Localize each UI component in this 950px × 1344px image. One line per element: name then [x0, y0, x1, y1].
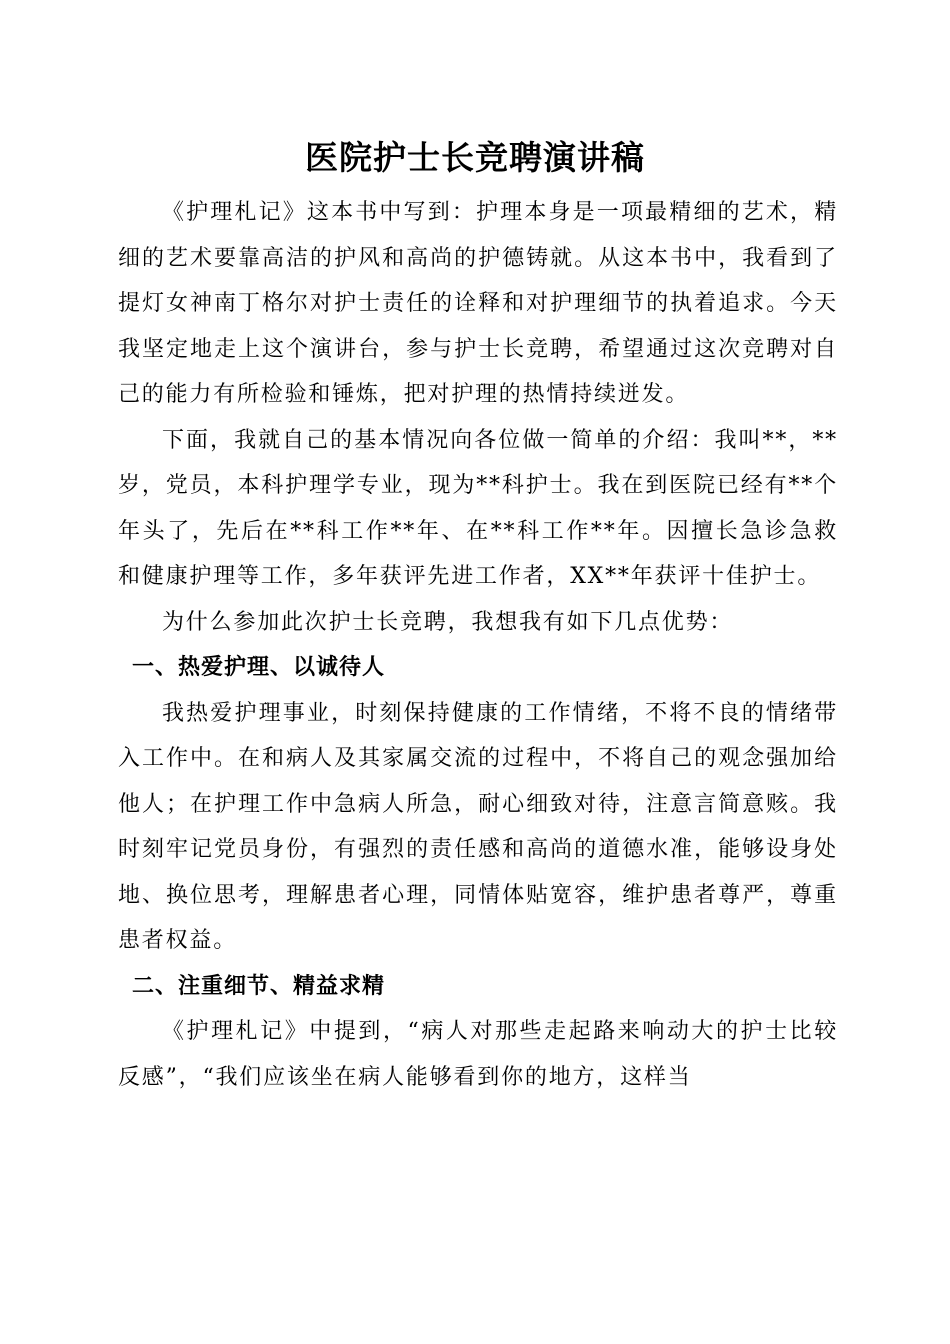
- document-body: [118, 190, 838, 1100]
- paragraph-self-introduction: 下面，我就自己的基本情况向各位做一简单的介绍：我叫**，**岁，党员，本科护理学专业，现为**科护士。我在到医院已经有**个年头了，先后在**科工作**年、在**科工作**年。因擅长急诊急救和健康护理等工作，多年获评先进工作者，XX**年获评十佳护士。: [118, 427, 838, 589]
- paragraph-advantages-lead: 为什么参加此次护士长竞聘，我想我有如下几点优势：: [162, 609, 734, 635]
- paragraph-intro: 《护理札记》这本书中写到：护理本身是一项最精细的艺术，精细的艺术要靠高洁的护风和高尚的护德铸就。从这本书中，我看到了提灯女神南丁格尔对护士责任的诠释和对护理细节的执着追求。今天我坚定地走上这个演讲台，参与护士长竞聘，希望通过这次竞聘对自己的能力有所检验和锤炼，把对护理的热情持续迸发。: [118, 200, 838, 407]
- section-paragraph-1: 我热爱护理事业，时刻保持健康的工作情绪，不将不良的情绪带入工作中。在和病人及其家属交流的过程中，不将自己的观念强加给他人；在护理工作中急病人所急，耐心细致对待，注意言简意赅。我时刻牢记党员身份，有强烈的责任感和高尚的道德水准，能够设身处地、换位思考，理解患者心理，同情体贴宽容，维护患者尊严，尊重患者权益。: [118, 700, 838, 953]
- section-paragraph-2: 《护理札记》中提到，“病人对那些走起路来响动大的护士比较反感”，“我们应该坐在病人能够看到你的地方，这样当: [118, 1019, 838, 1090]
- section-heading-1: 一、热爱护理、以诚待人: [132, 655, 386, 680]
- section-heading-2: 二、注重细节、精益求精: [132, 973, 386, 999]
- document-title: 医院护士长竞聘演讲稿: [305, 138, 645, 177]
